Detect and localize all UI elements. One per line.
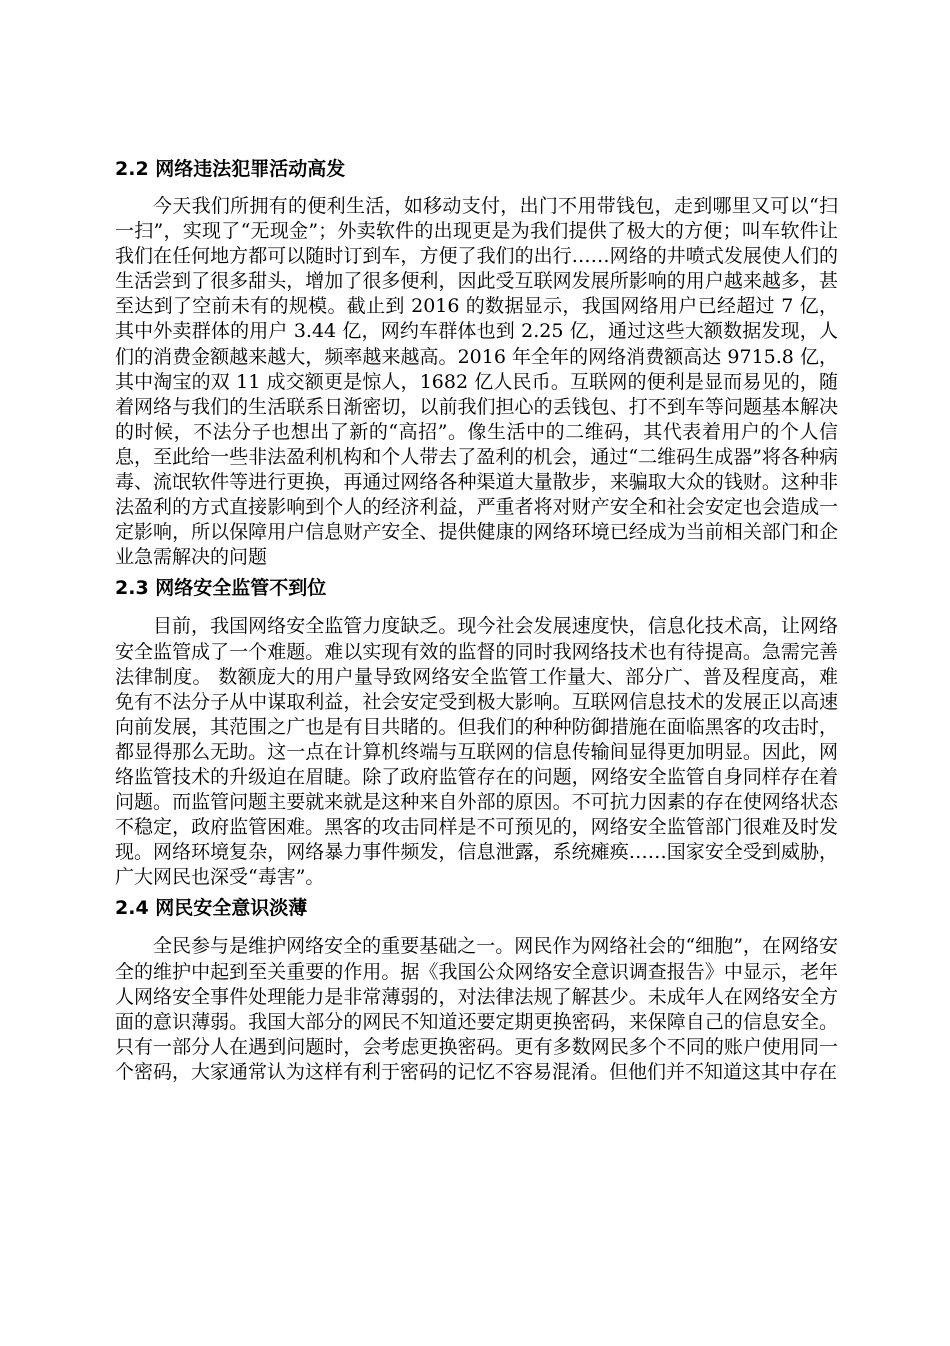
section-paragraph-2-4: 全民参与是维护网络安全的重要基础之一。网民作为网络社会的“细胞”，在网络安全的维护中起到至关重要的作用。据《我国公众网络安全意识调查报告》中显示，老年人网络安全事件处理能力是非常薄弱的，对法律法规了解甚少。未成年人在网络安全方面的意识薄弱。我国大部分的网民不知道还要定期更换密码，来保障自己的信息安全。只有一部分人在遇到问题时，会考虑更换密码。更有多数网民多个不同的账户使用同一个密码，大家通常认为这样有利于密码的记忆不容易混淆。但他们并不知道这其中存在 bbox=[115, 935, 838, 1083]
section-heading-2-4: 2.4 网民安全意识淡薄 bbox=[115, 897, 308, 920]
section-paragraph-2-2: 今天我们所拥有的便利生活，如移动支付，出门不用带钱包，走到哪里又可以“扫一扫”，实现了“无现金”；外卖软件的出现更是为我们提供了极大的方便；叫车软件让我们在任何地方都可以随时订到车，方便了我们的出行……网络的井喷式发展使人们的生活尝到了很多甜头，增加了很多便利，因此受互联网发展所影响的用户越来越多，甚至达到了空前未有的规模。截止到 2016 的数据显示，我国网络用户已经超过 7 亿，其中外卖群体的用户 3.44 亿，网约车群体也到 2.25 亿，通过这些大额数据发现，人们的消费金额越来越大，频率越来越高。2016 年全年的网络消费额高达 9715.8 亿，其中淘宝的双 11 成交额更是惊人，1682 亿人民币。互联网的便利是显而易见的，随着网络与我们的生活联系日渐密切，以前我们担心的丢钱包、打不到车等问题基本解决的时候，不法分子也想出了新的“高招”。像生活中的二维码，其代表着用户的个人信息，至此给一些非法盈利机构和个人带去了盈利的机会，通过“二维码生成器”将各种病毒、流氓软件等进行更换，再通过网络各种渠道大量散步，来骗取大众的钱财。这种非法盈利的方式直接影响到个人的经济利益，严重者将对财产安全和社会安定也会造成一定影响，所以保障用户信息财产安全、提供健康的网络环境已经成为当前相关部门和企业急需解决的问题 bbox=[115, 195, 838, 569]
document-page bbox=[115, 154, 838, 1085]
section-heading-2-3: 2.3 网络安全监管不到位 bbox=[115, 577, 327, 600]
section-heading-2-2: 2.2 网络违法犯罪活动高发 bbox=[115, 158, 346, 180]
section-paragraph-2-3: 目前，我国网络安全监管力度缺乏。现今社会发展速度快，信息化技术高，让网络安全监管成了一个难题。难以实现有效的监督的同时我网络技术也有待提高。急需完善法律制度。 数额庞大的用户量导致网络安全监管工作量大、部分广、普及程度高，难免有不法分子从中谋取利益，社会安定受到极大影响。互联网信息技术的发展正以高速向前发展，其范围之广也是有目共睹的。但我们的种种防御措施在面临黑客的攻击时，都显得那么无助。这一点在计算机终端与互联网的信息传输间显得更加明显。因此，网络监管技术的升级迫在眉睫。除了政府监管存在的问题，网络安全监管自身同样存在着问题。而监管问题主要就来就是这种来自外部的原因。不可抗力因素的存在使网络状态不稳定，政府监管困难。黑客的攻击同样是不可预见的，网络安全监管部门很难及时发现。网络环境复杂，网络暴力事件频发，信息泄露，系统瘫痪……国家安全受到威胁，广大网民也深受“毒害”。 bbox=[115, 615, 838, 889]
